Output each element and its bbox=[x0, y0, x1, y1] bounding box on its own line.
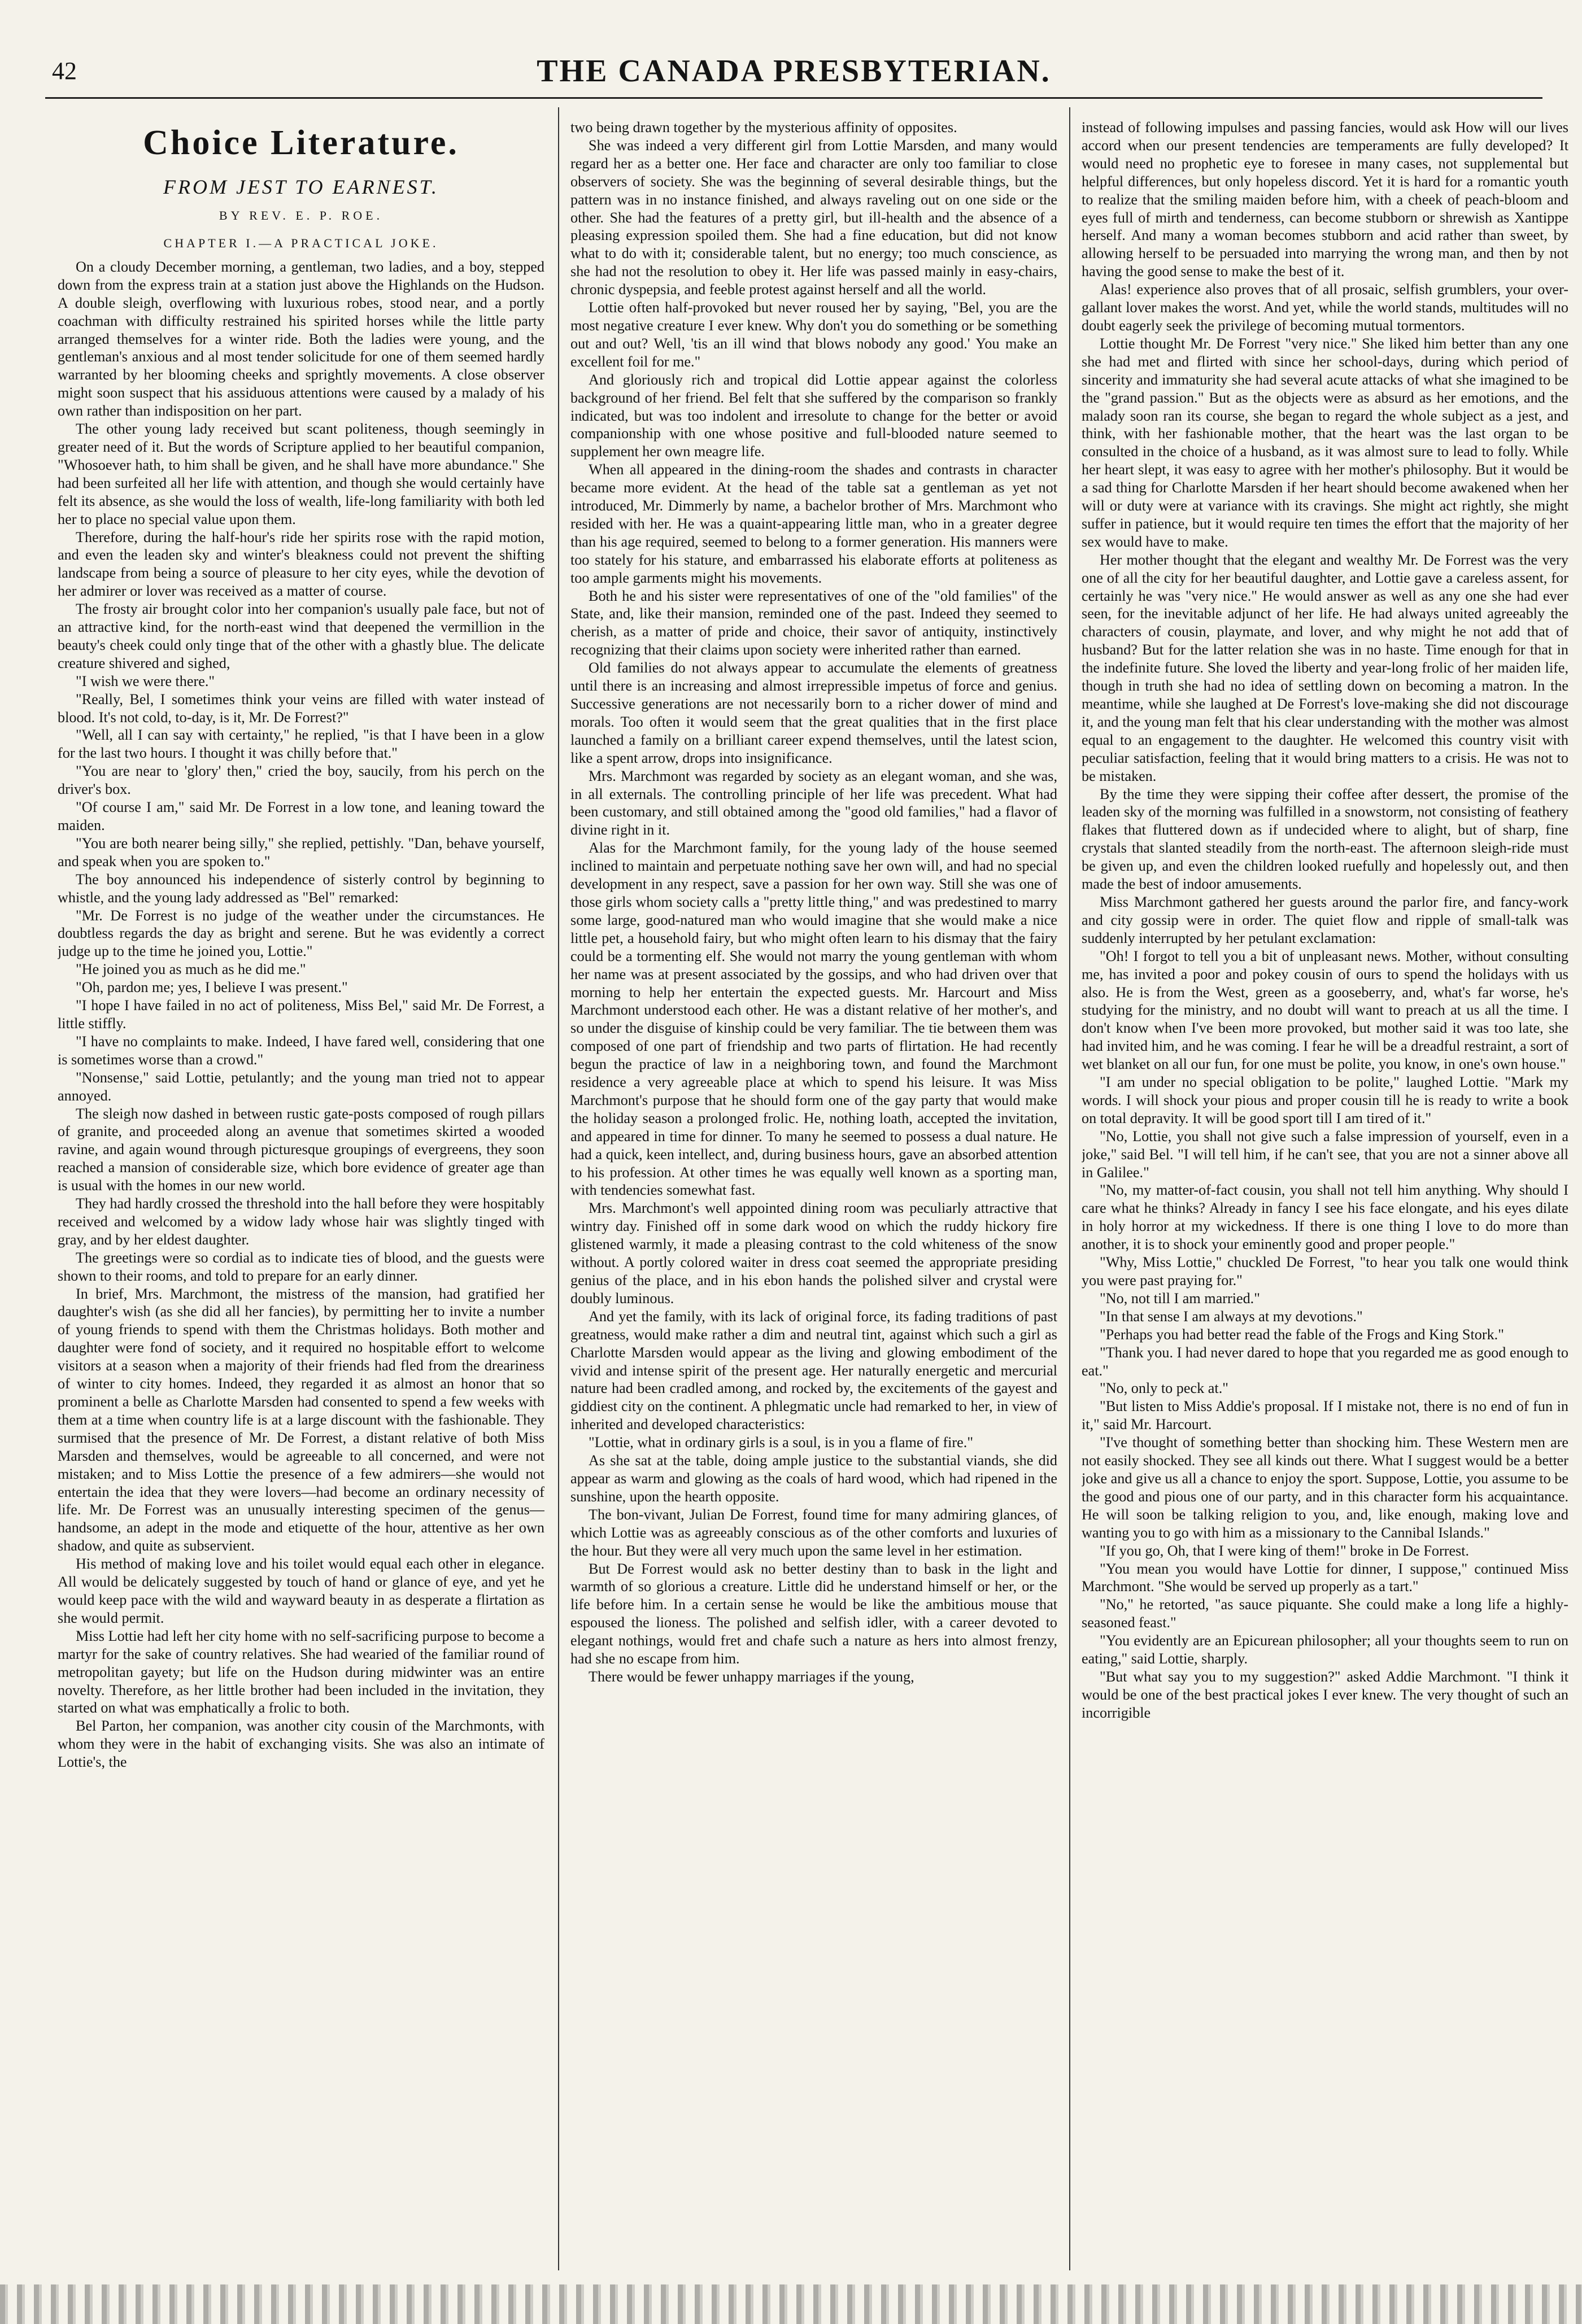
paragraph: She was indeed a very different girl from Lottie Marsden, and many would regard her as a better one. Her face and character are only too familiar to close observers of society. She was the beginning of several desirable things, but the pattern was in no instance finished, and always raveling out on one side or the other. She had the features of a pretty girl, but ill-health and the absence of a pleasing expression spoiled them. She had a fine education, but did not know what to do with it; considerable talent, but no energy; too much conscience, as she had not the resolution to obey it. Her life was passed mainly in easy-chairs, chronic dyspepsia, and feeble protest against herself and all the world. bbox=[570, 137, 1057, 298]
paragraph: But De Forrest would ask no better destiny than to bask in the light and warmth of so glorious a creature. Little did he understand himself or her, or the life before him. In a certain sense he would be like the ambitious mouse that espoused the lioness. The polished and selfish idler, with a career devoted to elegant nothings, would fret and chafe such a nature as hers into almost frenzy, had she no escape from him. bbox=[570, 1560, 1057, 1667]
paragraph: Both he and his sister were representatives of one of the "old families" of the State, and, like their mansion, reminded one of the past. Indeed they seemed to cherish, as a matter of pride and choice, their savor of antiquity, instinctively recognizing that their claims upon society were inherited rather than earned. bbox=[570, 587, 1057, 658]
paragraph: The other young lady received but scant politeness, though seemingly in greater need of it. But the words of Scripture applied to her beautiful companion, "Whosoever hath, to him shall be given, and he shall have more abundance." She had been surfeited all her life with attention, and though she would certainly have felt its absence, as she would the loss of wealth, life-long familiarity with both led her to place no special value upon them. bbox=[58, 421, 544, 527]
paragraph: two being drawn together by the mysterious affinity of opposites. bbox=[570, 119, 957, 136]
column-divider bbox=[1069, 107, 1070, 2270]
paragraph: Lottie thought Mr. De Forrest "very nice." She liked him better than any one she had met and flirted with since her school-days, during which period of sincerity and immaturity she had several acute attacks of what she imagined to be the "grand passion." But as the objects were as absurd as her emotions, and the malady soon ran its course, she began to regard the whole subject as a jest, and think, with her fashionable mother, that the heart was the last organ to be consulted in the choice of a husband, as it was almost sure to lead to folly. While her heart slept, it was easy to agree with her mother's philosophy. But it would be a sad thing for Charlotte Marsden if her heart should become awakened when her will or duty were at variance with its cravings. She might act rightly, she might suffer in patience, but it would require ten times the effort that the majority of her sex would have to make. bbox=[1082, 335, 1568, 550]
story-title: FROM JEST TO EARNEST. bbox=[163, 175, 439, 198]
paragraph: "No, not till I am married." bbox=[1100, 1290, 1260, 1307]
paragraph: "In that sense I am always at my devotions." bbox=[1100, 1308, 1363, 1325]
paragraph: "I wish we were there." bbox=[76, 672, 215, 689]
chapter-heading: CHAPTER I.—A PRACTICAL JOKE. bbox=[163, 236, 439, 251]
page-number: 42 bbox=[52, 57, 77, 85]
paragraph: "I hope I have failed in no act of politeness, Miss Bel," said Mr. De Forrest, a little stiffly. bbox=[58, 997, 544, 1032]
paragraph: Mrs. Marchmont was regarded by society as an elegant woman, and she was, in all externals. The controlling principle of her life was precedent. What had been customary, and still obtained among the "good old families," had a flavor of divine right in it. bbox=[570, 767, 1057, 838]
paragraph: Alas! experience also proves that of all prosaic, selfish grumblers, your over-gallant lover makes the worst. And yet, while the world stands, multitudes will no doubt eagerly seek the privilege of becoming mutual tormentors. bbox=[1082, 281, 1568, 334]
paragraph: "You evidently are an Epicurean philosopher; all your thoughts seem to run on eating," said Lottie, sharply. bbox=[1082, 1632, 1568, 1667]
paragraph: "Oh, pardon me; yes, I believe I was present." bbox=[76, 979, 348, 996]
paragraph: Old families do not always appear to accumulate the elements of greatness until there is an increasing and almost irrepressible impetus of force and genius. Successive generations are not necessarily born to a richer dower of mind and morals. Too often it would seem that the great qualities that in the first place launched a family on a brilliant career expend themselves, until the latest scion, like a spent arrow, drops into insignificance. bbox=[570, 659, 1057, 766]
paragraph: "You mean you would have Lottie for dinner, I suppose," continued Miss Marchmont. "She would be served up properly as a tart." bbox=[1082, 1560, 1568, 1595]
paragraph: "You are both nearer being silly," she replied, pettishly. "Dan, behave yourself, and speak when you are spoken to." bbox=[58, 835, 544, 870]
paragraph: Miss Marchmont gathered her guests around the parlor fire, and fancy-work and city gossip were in order. The quiet flow and ripple of small-talk was suddenly interrupted by her petulant exclamation: bbox=[1082, 893, 1568, 946]
paragraph: In brief, Mrs. Marchmont, the mistress of the mansion, had gratified her daughter's wish (as she did all her fancies), by permitting her to invite a number of young friends to spend with them the Christmas holidays. Both mother and daughter were fond of society, and it required no hospitable effort to welcome visitors at a season when a majority of their friends had fled from the dreariness of winter to city homes. Indeed, they regarded it as almost an honor that so prominent a belle as Charlotte Marsden had consented to spend a few weeks with them at a time when country life is at a large discount with the fashionable. They surmised that the presence of Mr. De Forrest, a distant relative of both Miss Marsden and themselves, would be agreeable to all concerned, and were not mistaken; and to Miss Lottie the presence of a few admirers—she would not entertain the idea that they were lovers—had become an ordinary necessity of life. Mr. De Forrest was an unusually interesting specimen of the genus—handsome, an adept in the mode and etiquette of the hour, attentive as her own shadow, and quite as subservient. bbox=[58, 1285, 544, 1554]
paragraph: Lottie often half-provoked but never roused her by saying, "Bel, you are the most negative creature I ever knew. Why don't you do something or be something out and out? Well, 'tis an ill wind that blows nobody any good.' You make an excellent foil for me." bbox=[570, 299, 1057, 370]
paragraph: Mrs. Marchmont's well appointed dining room was peculiarly attractive that wintry day. Finished off in some dark wood on which the ruddy hickory fire glistened warmly, it made a pleasing contrast to the cold whiteness of the snow without. A portly colored waiter in dress coat seemed the appropriate presiding genius of the place, and in his ebon hands the polished silver and crystal were doubly luminous. bbox=[570, 1200, 1057, 1307]
column-divider bbox=[558, 107, 559, 2270]
paragraph: "Lottie, what in ordinary girls is a soul, is in you a flame of fire." bbox=[589, 1434, 974, 1451]
paragraph: And gloriously rich and tropical did Lottie appear against the colorless background of her friend. Bel felt that she suffered by the comparison so frankly indicated, but was too indolent and irresolute to change for the better or avoid companionship with one whose positive and full-blooded nature seemed to supplement her own meagre life. bbox=[570, 371, 1057, 460]
column-text bbox=[58, 258, 544, 1771]
paragraph: They had hardly crossed the threshold into the hall before they were hospitably received and welcomed by a widow lady whose hair was slightly tinged with gray, and by her eldest daughter. bbox=[58, 1195, 544, 1248]
paragraph: The boy announced his independence of sisterly control by beginning to whistle, and the young lady addressed as "Bel" remarked: bbox=[58, 871, 544, 906]
byline: BY REV. E. P. ROE. bbox=[219, 208, 383, 223]
paragraph: As she sat at the table, doing ample justice to the substantial viands, she did appear as warm and glowing as the coals of hard wood, which had ripened in the sunshine, upon the hearth opposite. bbox=[570, 1452, 1057, 1505]
column-text bbox=[1082, 119, 1568, 1722]
paragraph: "Mr. De Forrest is no judge of the weather under the circumstances. He doubtless regards the day as bright and serene. But he was evidently a correct judge up to the time he joined you, Lottie." bbox=[58, 907, 544, 960]
paragraph: instead of following impulses and passing fancies, would ask How will our lives accord when our present tendencies are temperaments are fully developed? It would need no prophetic eye to foresee in many cases, not supplemental but helpful differences, but only hopeless discord. Yet it is hard for a romantic youth to realize that the smiling maiden before him, with a cheek of peach-bloom and eyes full of mirth and tenderness, can become stubborn or shrewish as Xantippe herself. And many a woman becomes stubborn and acid rather than sweet, by allowing herself to be persuaded into marrying the wrong man, and then by not having the good sense to make the best of it. bbox=[1082, 119, 1568, 280]
paragraph: "Perhaps you had better read the fable of the Frogs and King Stork." bbox=[1100, 1326, 1504, 1343]
paragraph: "No, Lottie, you shall not give such a false impression of yourself, even in a joke," said Bel. "I will tell him, if he can't see, that you are not a sinner above all in Galilee." bbox=[1082, 1128, 1568, 1181]
paragraph: "But what say you to my suggestion?" asked Addie Marchmont. "I think it would be one of the best practical jokes I ever knew. The very thought of such an incorrigible bbox=[1082, 1668, 1568, 1721]
paragraph: "I've thought of something better than shocking him. These Western men are not easily shocked. They see all kinds out there. What I suggest would be a better joke and give us all a chance to enjoy the sport. Suppose, Lottie, you assume to be the good and pious one of our party, and in this character form his acquaintance. He will soon be talking religion to you, and, like enough, making love and wanting you to go with him as a missionary to the Cannibal Islands." bbox=[1082, 1434, 1568, 1541]
paragraph: Alas for the Marchmont family, for the young lady of the house seemed inclined to maintain and perpetuate nothing save her own will, and had no special development in any respect, save a passion for her own way. Still she was one of those girls whom society calls a "pretty little thing," and was predestined to marry some large, good-natured man who would imagine that she would make a nice little pet, a household fairy, but who might often learn to his dismay that the fairy could be a tormenting elf. She would not marry the young gentleman with whom her name was at present associated by the gossips, and who had driven over that morning to help her entertain the expected guests. Mr. Harcourt and Miss Marchmont understood each other. He was a distant relative of her mother's, and so under the disguise of kinship could be very familiar. The tie between them was composed of one part of friendship and two parts of flirtation. He had recently begun the practice of law in a neighboring town, and found the Marchmont residence a very agreeable place at which to spend his leisure. It was Miss Marchmont's purpose that he should form one of the gay party that would make the holiday season a prolonged frolic. He, nothing loath, accepted the invitation, and appeared in time for dinner. To many he seemed to possess a dual nature. He had a quick, keen intellect, and, during business hours, gave an absorbed attention to his profession. At other times he was equally well known as a sporting man, with tendencies somewhat fast. bbox=[570, 840, 1057, 1199]
section-title: Choice Literature. bbox=[143, 124, 459, 162]
paragraph: Therefore, during the half-hour's ride her spirits rose with the rapid motion, and even the leaden sky and winter's bleakness could not prevent the shifting landscape from being a source of pleasure to her city eyes, while the devotion of her admirer or lover was received as a matter of course. bbox=[58, 528, 544, 600]
column-2 bbox=[570, 119, 1057, 2259]
paragraph: "I am under no special obligation to be polite," laughed Lottie. "Mark my words. I will shock your pious and proper cousin till he is ready to write a book on total depravity. It will be good sport till I am tired of it." bbox=[1082, 1074, 1568, 1126]
paragraph: "No," he retorted, "as sauce piquante. She could make a long life a highly-seasoned feast." bbox=[1082, 1596, 1568, 1631]
paragraph: "You are near to 'glory' then," cried the boy, saucily, from his perch on the driver's box. bbox=[58, 763, 544, 798]
paragraph: "Nonsense," said Lottie, petulantly; and the young man tried not to appear annoyed. bbox=[58, 1069, 544, 1104]
paragraph: "If you go, Oh, that I were king of them!" broke in De Forrest. bbox=[1100, 1542, 1470, 1559]
paragraph: The frosty air brought color into her companion's usually pale face, but not of an attractive kind, for the north-east wind that deepened the vermillion in the beauty's cheek could only tinge that of the other with a ghastly blue. The delicate creature shivered and sighed, bbox=[58, 601, 544, 671]
paragraph: Bel Parton, her companion, was another city cousin of the Marchmonts, with whom they were in the habit of exchanging visits. She was also an intimate of Lottie's, the bbox=[58, 1718, 544, 1771]
paragraph: There would be fewer unhappy marriages if the young, bbox=[589, 1668, 914, 1685]
journal-title: THE CANADA PRESBYTERIAN. bbox=[537, 54, 1051, 89]
page-bottom-edge bbox=[0, 2284, 1582, 2324]
paragraph: "Why, Miss Lottie," chuckled De Forrest, "to hear you talk one would think you were past praying for." bbox=[1082, 1254, 1568, 1288]
paragraph: By the time they were sipping their coffee after dessert, the promise of the leaden sky of the morning was fulfilled in a snowstorm, not consisting of feathery flakes that fluttered down as if undecided where to alight, but of sharp, fine crystals that slanted steadily from the north-east. The afternoon sleigh-ride must be given up, and even the children looked ruefully and hopelessly out, and then made the best of indoor amusements. bbox=[1082, 785, 1568, 893]
paragraph: His method of making love and his toilet would equal each other in elegance. All would be delicately suggested by touch of hand or glance of eye, and yet he would keep pace with the wild and wayward beauty in as desperate a flirtation as she would permit. bbox=[58, 1556, 544, 1626]
paragraph: Miss Lottie had left her city home with no self-sacrificing purpose to become a martyr for the sake of country relatives. She had wearied of the familiar round of metropolitan gayety; but life on the Hudson during midwinter was an entire novelty. Therefore, as her little brother had been included in the invitation, they started on what was emphatically a frolic to both. bbox=[58, 1627, 544, 1716]
paragraph: The bon-vivant, Julian De Forrest, found time for many admiring glances, of which Lottie was as agreeably conscious as of the other comforts and luxuries of the hour. But they were all very much upon the same level in her estimation. bbox=[570, 1506, 1057, 1559]
paragraph: "Of course I am," said Mr. De Forrest in a low tone, and leaning toward the maiden. bbox=[58, 799, 544, 834]
paragraph: Her mother thought that the elegant and wealthy Mr. De Forrest was the very one of all the city for her beautiful daughter, and Lottie gave a careless assent, for certainly he was "very nice." He would answer as well as any one she had ever seen, for the inevitable adjunct of her life. He had always united agreeably the characters of cousin, playmate, and lover, and why might he not add that of husband? But for the latter relation she was in no haste. Time enough for that in the indefinite future. She loved the liberty and year-long frolic of her maiden life, though in truth she had no idea of settling down on becoming a matron. In the meantime, while she laughed at De Forrest's love-making she did not discourage it, and the young man felt that his clear understanding with the mother was almost equal to an engagement to the daughter. He welcomed this country visit with peculiar satisfaction, feeling that it would bring matters to a crisis. He was not to be mistaken. bbox=[1082, 551, 1568, 784]
paragraph: "No, only to peck at." bbox=[1100, 1380, 1228, 1397]
page-header bbox=[45, 56, 1542, 90]
paragraph: "I have no complaints to make. Indeed, I have fared well, considering that one is sometimes worse than a crowd." bbox=[58, 1033, 544, 1068]
paragraph: On a cloudy December morning, a gentleman, two ladies, and a boy, stepped down from the express train at a station just above the Highlands on the Hudson. A double sleigh, overflowing with luxurious robes, stood near, and a portly coachman with difficulty restrained his spirited horses while the little party arranged themselves for a winter ride. Both the ladies were young, and the gentleman's anxious and al most tender solicitude for one of them seemed hardly warranted by her blooming cheeks and sprightly movements. A close observer might soon suspect that his assiduous attentions were caused by a malady of his own rather than indisposition on her part. bbox=[58, 258, 544, 420]
paragraph: The sleigh now dashed in between rustic gate-posts composed of rough pillars of granite, and proceeded along an avenue that sometimes skirted a wooded ravine, and again wound through picturesque groupings of evergreens, they soon reached a mansion of considerable size, which bore evidence of greater age than is usual with the homes in our new world. bbox=[58, 1105, 544, 1194]
column-text bbox=[570, 119, 1057, 1686]
column-1 bbox=[58, 119, 544, 2259]
column-3 bbox=[1082, 119, 1568, 2259]
paragraph: "But listen to Miss Addie's proposal. If I mistake not, there is no end of fun in it," said Mr. Harcourt. bbox=[1082, 1398, 1568, 1433]
paragraph: "Thank you. I had never dared to hope that you regarded me as good enough to eat." bbox=[1082, 1344, 1568, 1379]
paragraph: And yet the family, with its lack of original force, its fading traditions of past greatness, would make rather a dim and neutral tint, against which such a girl as Charlotte Marsden would appear as the living and glowing embodiment of the vivid and intense spirit of the present age. Her naturally energetic and mercurial nature had been cradled among, and rocked by, the excitements of the gayest and giddiest city on the continent. A phlegmatic uncle had remarked to her, in view of inherited and developed characteristics: bbox=[570, 1308, 1057, 1433]
paragraph: "Oh! I forgot to tell you a bit of unpleasant news. Mother, without consulting me, has invited a poor and pokey cousin of ours to spend the holidays with us also. He is from the West, green as a gooseberry, and, what's far worse, he's studying for the ministry, and no doubt will want to preach at us all the time. I don't know when I've been more provoked, but mother said it was too late, she had invited him, and he was coming. I fear he will be a dreadful restraint, a sort of wet blanket on all our fun, for one must be polite, you know, in one's own house." bbox=[1082, 947, 1568, 1073]
paragraph: The greetings were so cordial as to indicate ties of blood, and the guests were shown to their rooms, and told to prepare for an early dinner. bbox=[58, 1249, 544, 1284]
header-rule bbox=[45, 97, 1542, 99]
paragraph: "Really, Bel, I sometimes think your veins are filled with water instead of blood. It's not cold, to-day, is it, Mr. De Forrest?" bbox=[58, 691, 544, 726]
paragraph: "No, my matter-of-fact cousin, you shall not tell him anything. Why should I care what he thinks? Already in fancy I see his face elongate, and his eyes dilate in holy horror at my wickedness. If there is one thing I love to do more than another, it is to shock your eminently good and proper people." bbox=[1082, 1182, 1568, 1253]
paragraph: When all appeared in the dining-room the shades and contrasts in character became more evident. At the head of the table sat a gentleman as yet not introduced, Mr. Dimmerly by name, a bachelor brother of Mrs. Marchmont who resided with her. He was a quaint-appearing little man, who in a greater degree than his age required, seemed to belong to a former generation. His manners were too stately for his stature, and embarrassed his elaborate efforts at politeness as too ample garments might his movements. bbox=[570, 461, 1057, 586]
paragraph: "He joined you as much as he did me." bbox=[76, 961, 306, 978]
paragraph: "Well, all I can say with certainty," he replied, "is that I have been in a glow for the last two hours. I thought it was chilly before that." bbox=[58, 727, 544, 762]
